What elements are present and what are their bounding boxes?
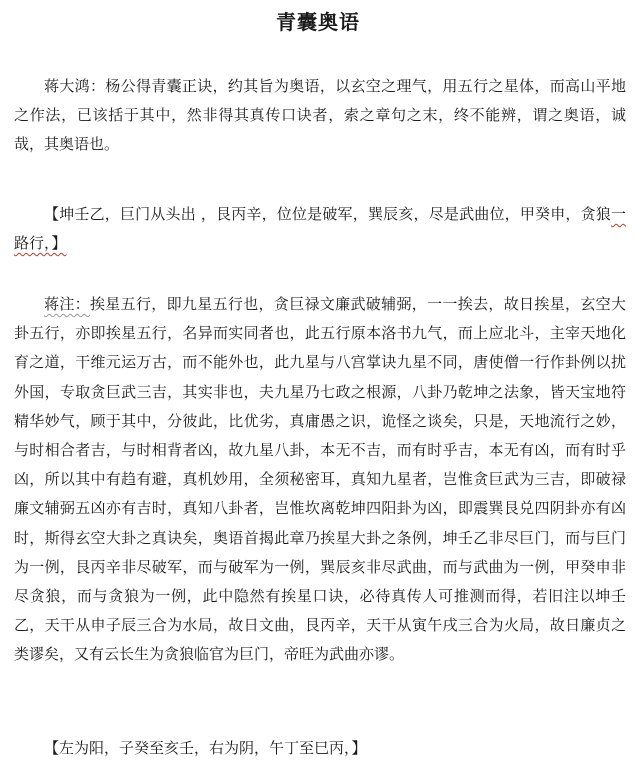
commentary-lead: 蒋注： [44, 295, 90, 313]
commentary-body: 挨星五行，即九星五行也，贪巨禄文廉武破辅弼，一一挨去，故日挨星，玄空大卦五行，亦即挨星五行，名异而实同者也，此五行原本洛书九气，而上应北斗，主宰天地化育之道，干维元运万古，而不能外也，此九星与八宫掌诀九星不同，唐使僧一行作卦例以扰外国，专取贪巨武三吉，其实非也，夫九星乃七政之根源，八卦乃乾坤之法象，皆天宝地符精华妙气，顾于其中，分彼此，比优劣，真庸愚之识，诡怪之谈矣，只是，天地流行之妙，与时相合者吉，与时相背者凶，故九星八卦，本无不吉，而有时乎吉，本无有凶，而有时乎凶，所以其中有趋有避，真机妙用，全须秘密耳，真知九星者，岂惟贪巨武为三吉，即破禄廉文辅弼五凶亦有吉时，真知八卦者，岂惟坎离乾坤四阳卦为凶，即震巽艮兑四阴卦亦有凶时，斯得玄空大卦之真诀矣，奥语首揭此章乃挨星大卦之条例，坤壬乙非尽巨门，而与巨门为一例，艮丙辛非尽破军，而与破军为一例，巽辰亥非尽武曲，而与武曲为一例，甲癸申非尽贪狼，而与贪狼为一例，此中隐然有挨星口诀，必待真传人可推测而得，若旧注以坤壬乙，天干从申子辰三合为水局，故日文曲，艮丙辛，天干从寅午戌三合为火局，故日廉贞之类谬矣，又有云长生为贪狼临官为巨门，帝旺为武曲亦谬。 [14, 295, 626, 664]
page-title: 青囊奥语 [276, 10, 360, 34]
commentary-paragraph [14, 290, 626, 670]
verse-1-line-a: 【坤壬乙，巨门从头出 ，艮丙辛，位位是破军，巽辰亥，尽是武曲位，甲癸申，贪狼 [44, 205, 611, 223]
verse-paragraph-1 [14, 200, 626, 258]
intro-paragraph: 蒋大鸿：杨公得青囊正诀，约其旨为奥语，以玄空之理气，用五行之星体，而高山平地之作法，已该括于其中，然非得其真传口诀者，索之章句之末，终不能辨，谓之奥语，诚哉，其奥语也。 [14, 77, 626, 154]
verse-1-line-b: 一路行，】 [14, 205, 626, 253]
verse-paragraph-2: 【左为阳，子癸至亥壬，右为阴，午丁至巳丙，】 [44, 739, 367, 757]
